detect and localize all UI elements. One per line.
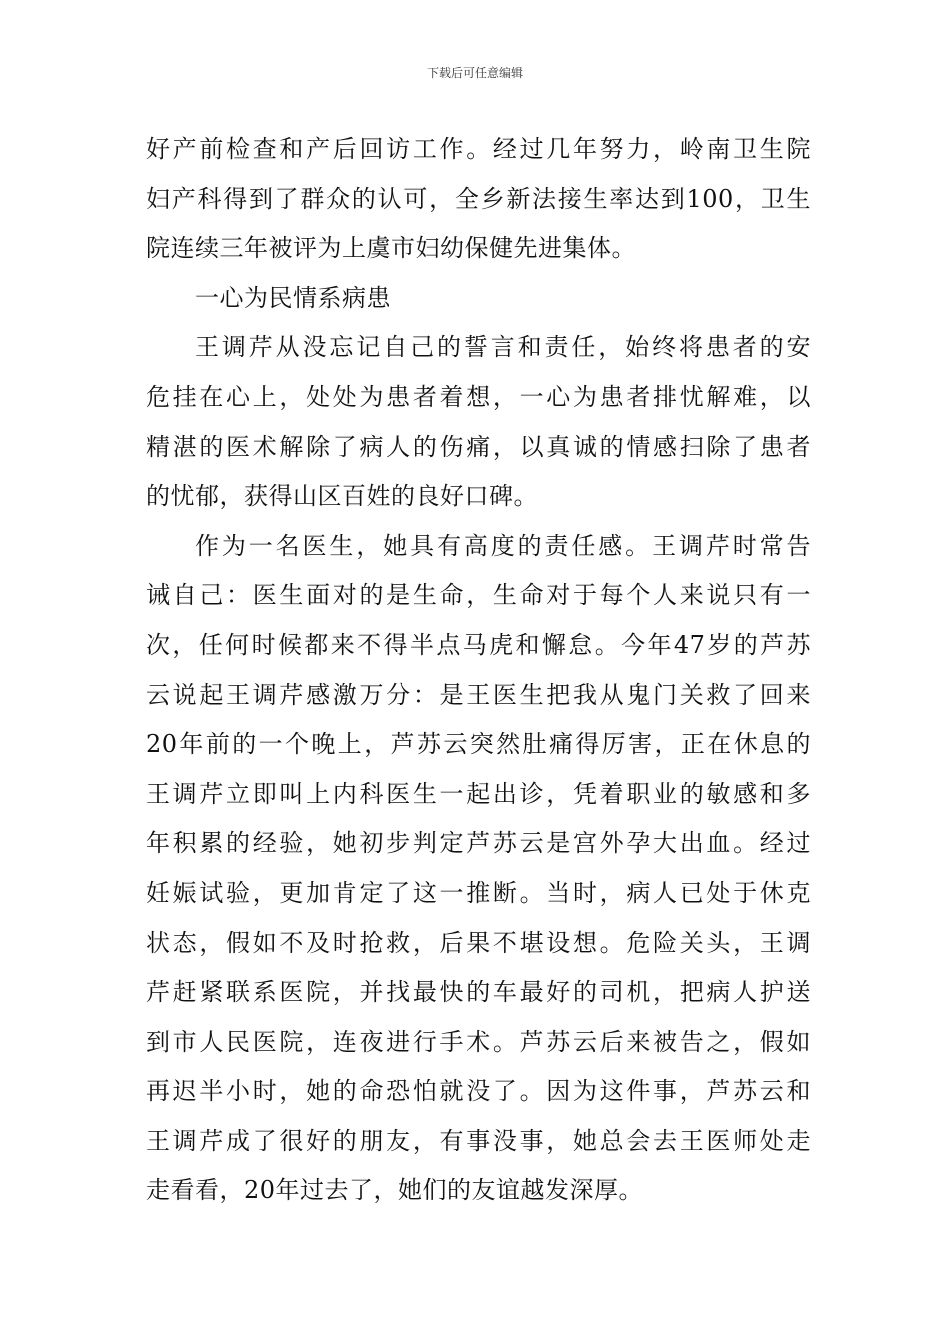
text-line: 的忧郁，获得山区百姓的良好口碑。 <box>146 482 538 511</box>
text-line: 再迟半小时，她的命恐怕就没了。因为这件事，芦苏云和 <box>146 1077 811 1106</box>
text-line: 妇产科得到了群众的认可，全乡新法接生率达到100，卫生 <box>146 184 811 213</box>
text-line: 诫自己：医生面对的是生命，生命对于每个人来说只有一 <box>146 581 811 610</box>
text-line: 云说起王调芹感激万分：是王医生把我从鬼门关救了回来 <box>146 680 811 709</box>
text-line: 到市人民医院，连夜进行手术。芦苏云后来被告之，假如 <box>146 1027 811 1056</box>
text-line: 走看看，20年过去了，她们的友谊越发深厚。 <box>146 1176 644 1205</box>
text-line: 20年前的一个晚上，芦苏云突然肚痛得厉害，正在休息的 <box>146 730 811 759</box>
text-line: 次，任何时候都来不得半点马虎和懈怠。今年47岁的芦苏 <box>146 630 811 659</box>
text-line: 危挂在心上，处处为患者着想，一心为患者排忧解难，以 <box>146 382 811 411</box>
text-line: 妊娠试验，更加肯定了这一推断。当时，病人已处于休克 <box>146 878 811 907</box>
text-line: 芹赶紧联系医院，并找最快的车最好的司机，把病人护送 <box>146 978 811 1007</box>
text-line: 院连续三年被评为上虞市妇幼保健先进集体。 <box>146 234 636 263</box>
document-body <box>146 125 811 1216</box>
text-line: 王调芹立即叫上内科医生一起出诊，凭着职业的敏感和多 <box>146 779 811 808</box>
text-line: 作为一名医生，她具有高度的责任感。王调芹时常告 <box>195 531 811 560</box>
text-line: 状态，假如不及时抢救，后果不堪设想。危险关头，王调 <box>146 928 811 957</box>
text-line: 王调芹从没忘记自己的誓言和责任，始终将患者的安 <box>195 333 811 362</box>
text-line: 王调芹成了很好的朋友，有事没事，她总会去王医师处走 <box>146 1126 811 1155</box>
text-line: 好产前检查和产后回访工作。经过几年努力，岭南卫生院 <box>146 135 811 163</box>
page-header: 下载后可任意编辑 <box>426 66 523 80</box>
section-heading: 一心为民情系病患 <box>195 283 391 312</box>
text-line: 年积累的经验，她初步判定芦苏云是宫外孕大出血。经过 <box>146 829 811 858</box>
text-line: 精湛的医术解除了病人的伤痛，以真诚的情感扫除了患者 <box>146 432 811 461</box>
